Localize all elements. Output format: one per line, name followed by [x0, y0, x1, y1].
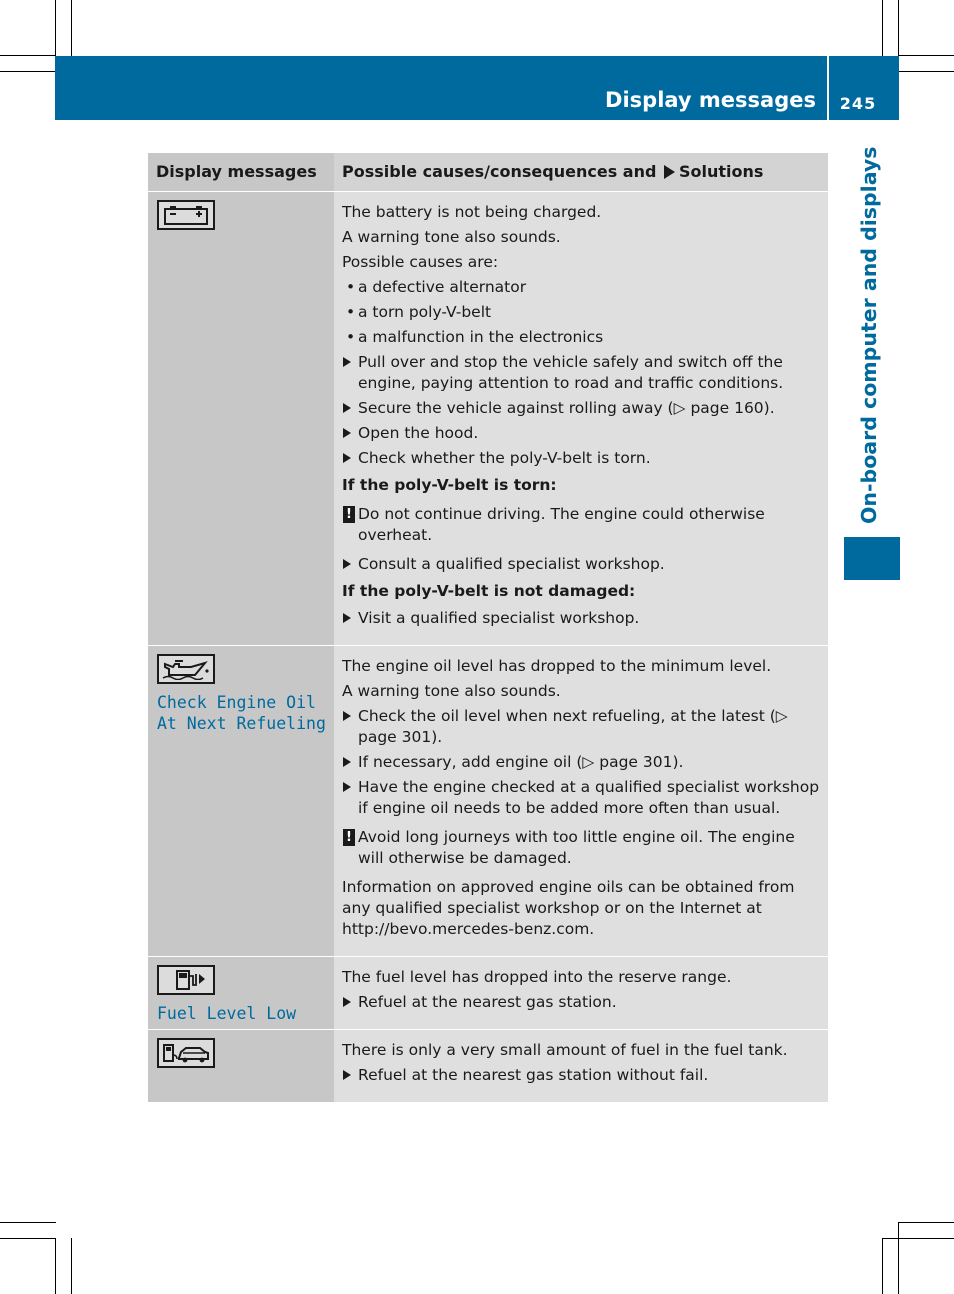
action-text: Visit a qualified specialist workshop. [358, 609, 640, 627]
paragraph: The battery is not being charged. [342, 203, 602, 221]
table-body [148, 191, 828, 1102]
arrow-icon [343, 997, 351, 1007]
display-message-cell [148, 1030, 334, 1102]
display-messages-table [148, 153, 828, 1102]
arrow-icon [343, 357, 351, 367]
paragraph: A warning tone also sounds. [342, 682, 561, 700]
arrow-icon [343, 453, 351, 463]
oil-can-icon [157, 654, 215, 684]
action-text: Check whether the poly-V-belt is torn. [358, 449, 651, 467]
display-message-text [157, 1003, 334, 1024]
warning-icon: ! [343, 829, 355, 846]
display-message-line: Check Engine Oil [157, 693, 316, 712]
table-row [148, 645, 828, 956]
table-row [148, 956, 828, 1029]
battery-icon [157, 200, 215, 230]
arrow-icon [664, 165, 675, 179]
bullet-text: a torn poly-V-belt [358, 303, 492, 321]
action-step [342, 398, 822, 419]
crop-mark [882, 1238, 883, 1294]
paragraph: A warning tone also sounds. [342, 228, 561, 246]
arrow-icon [343, 403, 351, 413]
action-text: Consult a qualified specialist workshop. [358, 555, 665, 573]
action-text: If necessary, add engine oil (▷ page 301). [358, 753, 684, 771]
action-step [342, 448, 822, 469]
crop-mark [71, 0, 72, 56]
crop-mark [0, 1238, 56, 1239]
warning-note [342, 504, 822, 546]
paragraph: The engine oil level has dropped to the minimum level. [342, 657, 772, 675]
display-message-line: Fuel Level Low [157, 1004, 297, 1023]
table-row [148, 191, 828, 645]
solutions-cell [334, 192, 828, 645]
crop-mark [898, 1222, 954, 1223]
arrow-icon [343, 782, 351, 792]
crop-mark [0, 1222, 56, 1223]
table-header [148, 153, 828, 191]
action-text: Check the oil level when next refueling, at the latest (▷ page 301). [358, 707, 788, 746]
arrow-icon [343, 1070, 351, 1080]
arrow-icon [343, 711, 351, 721]
action-text: Have the engine checked at a qualified specialist workshop if engine oil needs to be added more often than usual. [358, 778, 820, 817]
display-message-text [157, 692, 334, 734]
arrow-icon [343, 428, 351, 438]
condition-heading: If the poly-V-belt is torn: [342, 476, 557, 494]
bullet-item [342, 327, 822, 348]
action-text: Refuel at the nearest gas station. [358, 993, 617, 1011]
solutions-cell [334, 1030, 828, 1102]
warning-icon: ! [343, 506, 355, 523]
display-message-cell [148, 957, 334, 1029]
fuel-car-icon [157, 1038, 215, 1068]
bullet-text: a malfunction in the electronics [358, 328, 604, 346]
arrow-icon [343, 613, 351, 623]
crop-mark [898, 55, 954, 56]
solutions-cell [334, 957, 828, 1029]
display-message-cell [148, 192, 334, 645]
crop-mark [898, 71, 954, 72]
bullet-item [342, 277, 822, 298]
action-step [342, 423, 822, 444]
action-step [342, 992, 822, 1013]
table-row [148, 1029, 828, 1102]
action-text: Pull over and stop the vehicle safely and switch off the engine, paying attention to road and traffic conditions. [358, 353, 784, 392]
column-header-solutions [334, 153, 828, 191]
condition-heading: If the poly-V-belt is not damaged: [342, 582, 636, 600]
display-message-line: At Next Refueling [157, 714, 326, 733]
crop-mark [898, 1222, 899, 1294]
action-step [342, 777, 822, 819]
action-step [342, 752, 822, 773]
paragraph: Possible causes are: [342, 253, 499, 271]
arrow-icon [343, 559, 351, 569]
section-tab-label: On-board computer and displays [857, 146, 881, 524]
solutions-cell [334, 646, 828, 956]
paragraph: Information on approved engine oils can be obtained from any qualified specialist workshop or on the Internet at http://bevo.mercedes-benz.com. [342, 878, 795, 938]
warning-text: Do not continue driving. The engine could otherwise overheat. [358, 505, 765, 544]
crop-mark [55, 0, 56, 56]
action-text: Open the hood. [358, 424, 479, 442]
crop-mark [0, 55, 56, 56]
action-text: Secure the vehicle against rolling away (▷ page 160). [358, 399, 775, 417]
action-step [342, 706, 822, 748]
bullet-item [342, 302, 822, 323]
paragraph: The fuel level has dropped into the reserve range. [342, 968, 732, 986]
bullet-text: a defective alternator [358, 278, 527, 296]
paragraph: There is only a very small amount of fuel in the fuel tank. [342, 1041, 788, 1059]
action-text: Refuel at the nearest gas station without fail. [358, 1066, 709, 1084]
page-number: 245 [839, 94, 877, 113]
crop-mark [0, 71, 56, 72]
section-tab [844, 537, 900, 580]
arrow-icon [343, 757, 351, 767]
page-title: Display messages [605, 88, 816, 112]
display-message-cell [148, 646, 334, 956]
warning-text: Avoid long journeys with too little engine oil. The engine will otherwise be damaged. [358, 828, 795, 867]
crop-mark [55, 1238, 56, 1294]
warning-note [342, 827, 822, 869]
column-header-display-messages: Display messages [148, 153, 334, 191]
action-step [342, 608, 822, 629]
action-step [342, 554, 822, 575]
crop-mark [898, 0, 899, 56]
crop-mark [882, 0, 883, 56]
crop-mark [71, 1238, 72, 1294]
fuel-pump-icon [157, 965, 215, 995]
column-header-text: Solutions [679, 162, 764, 181]
action-step [342, 352, 822, 394]
column-header-text: Possible causes/consequences and [342, 162, 657, 181]
crop-mark [882, 1238, 954, 1239]
action-step [342, 1065, 822, 1086]
